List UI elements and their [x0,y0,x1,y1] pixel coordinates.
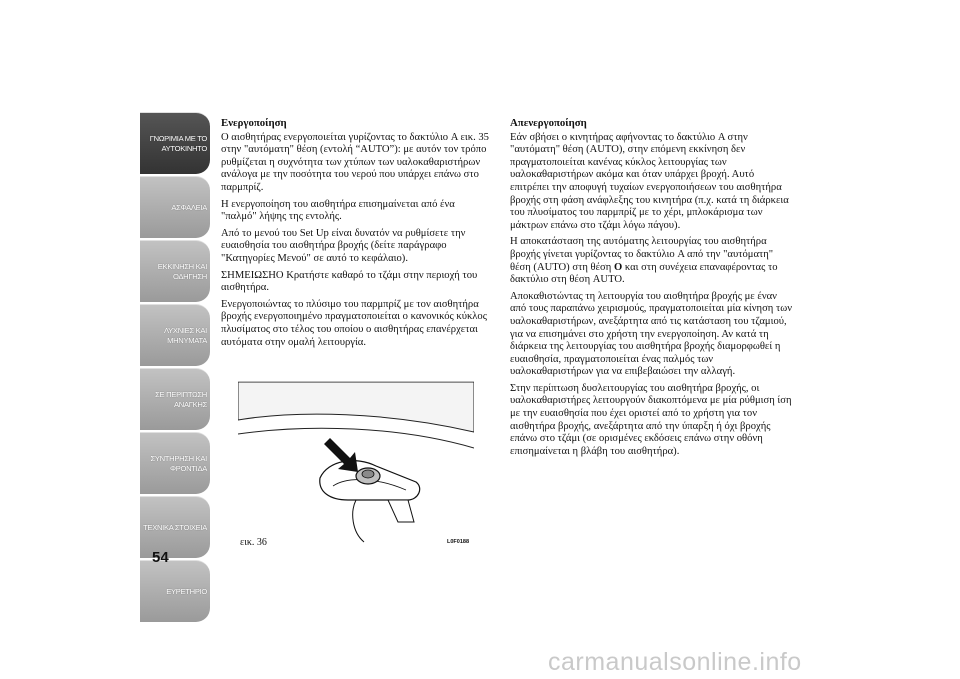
paragraph: Αποκαθιστώντας τη λειτουργία του αισθητήρα βροχής με έναν από τους παραπάνω χειρισμούς, πραγματοποιείται μία κίνηση των υαλοκαθαριστήρων, ανεξάρτητα από τις κατάσταση του τζαμιού, για να επισημάνει στο χρήστη την ενεργοποίηση. Αν κατά τη διάρκεια της λειτουργίας του αισθητήρα βροχής διαμορφωθεί η ευαισθησία, πραγματοποιείται ένας παλμός των υαλοκαθαριστήρων για να επιβεβαιώσει την αλλαγή. [510,290,793,378]
paragraph: Στην περίπτωση δυσλειτουργίας του αισθητήρα βροχής, οι υαλοκαθαριστήρες λειτουργούν διακοπτόμενα με μία ρύθμιση ίση με την ευαισθησία που έχει οριστεί από το χρήστη για τον αισθητήρα βροχής, ανεξάρτητα από την ύπαρξη ή όχι βροχής επάνω στο τζάμι (σε ορισμένες εκδόσεις επάνω στην οθόνη επισημαίνεται η βλάβη του αισθητήρα). [510,382,792,457]
tab-safety[interactable] [140,176,210,238]
off-position-symbol: O [613,261,623,273]
paragraph: Ο αισθητήρας ενεργοποιείται γυρίζοντας το δακτύλιο A εικ. 35 στην "αυτόματη" θέση (εντολή “AUTO”): με αυτόν τον τρόπο ρυθμίζεται η συχνότητα των χτύπων των υαλοκαθαριστήρων ανάλογα με την ποσότητα του νερού που υπάρχει επάνω στο παρμπρίζ. [221,131,489,193]
section-heading-deactivation: Απενεργοποίηση [510,117,587,129]
paragraph: Εάν σβήσει ο κινητήρας αφήνοντας το δακτύλιο A στην "αυτόματη" θέση (AUTO), στην επόμενη εκκίνηση δεν πραγματοποιείται κανένας κύκλος λειτουργίας των υαλοκαθαριστήρων ακόμα και όταν υπάρχει βροχή. Αυτό επιτρέπει την αποφυγή τυχαίων ενεργοποιήσεων του αισθητήρα βροχής στη φάση ανάφλεξης του κινητήρα (π.χ. κατά τη διάρκεια του πλυσίματος του παρμπρίζ με το χέρι, μπλοκάρισμα των μάκτρων επάνω στο τζάμι λόγω πάγου). [510,131,789,231]
section-heading-activation: Ενεργοποίηση [221,117,287,129]
tab-label: ΤΕΧΝΙΚΑ ΣΤΟΙΧΕΙΑ [143,522,207,532]
tab-label: ΕΚΚΙΝΗΣΗ ΚΑΙ ΟΔΗΓΗΣΗ [157,261,207,281]
paragraph-text: και στη συνέχεια επαναφέροντας το δακτύλιο στη θέση AUTO. [510,261,778,286]
tab-technical-data[interactable] [140,496,210,558]
rain-sensor-illustration [238,382,474,545]
tab-label: ΣΕ ΠΕΡΙΠΤΩΣΗ ΑΝΑΓΚΗΣ [155,389,207,409]
chapter-sidebar [140,112,210,624]
paragraph: Από το μενού του Set Up είναι δυνατόν να ρυθμίσετε την ευαισθησία του αισθητήρα βροχής (δείτε παράγραφο "Κατηγορίες Μενού" σε αυτό το κεφάλαιο). [221,227,466,264]
tab-label: ΓΝΩΡΙΜΙΑ ΜΕ ΤΟ ΑΥΤΟΚΙΝΗΤΟ [149,133,207,153]
tab-starting-driving[interactable] [140,240,210,302]
figure-caption: εικ. 36 [240,537,267,548]
paragraph [510,236,792,286]
paragraph-text: Η αποκατάσταση της αυτόματης λειτουργίας του αισθητήρα βροχής γίνεται γυρίζοντας το δακτύλιο A από την "αυτόματη" θέση (AUTO) στη θέση [510,236,774,273]
tab-label: ΑΣΦΑΛΕΙΑ [171,202,207,212]
figure-code: L0F0188 [447,539,470,545]
paragraph: ΣΗΜΕΙΩΣΗΟ Κρατήστε καθαρό το τζάμι στην περιοχή του αισθητήρα. [221,269,478,294]
right-column [510,117,792,462]
tab-index[interactable] [140,560,210,622]
left-column [221,117,493,353]
page-number: 54 [152,549,169,566]
tab-label: ΛΥΧΝΙΕΣ ΚΑΙ ΜΗΝΥΜΑΤΑ [163,325,207,345]
watermark: carmanualsonline.info [548,648,802,676]
paragraph: Η ενεργοποίηση του αισθητήρα επισημαίνεται από ένα "παλμό" λήψης της εντολής. [221,198,455,223]
tab-maintenance[interactable] [140,432,210,494]
tab-warning-lights[interactable] [140,304,210,366]
figure-rain-sensor [238,381,474,545]
tab-label: ΕΥΡΕΤΗΡΙΟ [166,586,207,596]
tab-label: ΣΥΝΤΗΡΗΣΗ ΚΑΙ ΦΡΟΝΤΙΔΑ [150,453,207,473]
tab-getting-to-know[interactable] [140,112,210,174]
tab-emergency[interactable] [140,368,210,430]
paragraph: Ενεργοποιώντας το πλύσιμο του παρμπρίζ με τον αισθητήρα βροχής ενεργοποιημένο πραγματοποιείται ο κανονικός κύκλος πλυσίματος στο τέλος του οποίου ο αισθητήρας επανέρχεται αυτόματα στην ομαλή λειτουργία. [221,298,487,348]
